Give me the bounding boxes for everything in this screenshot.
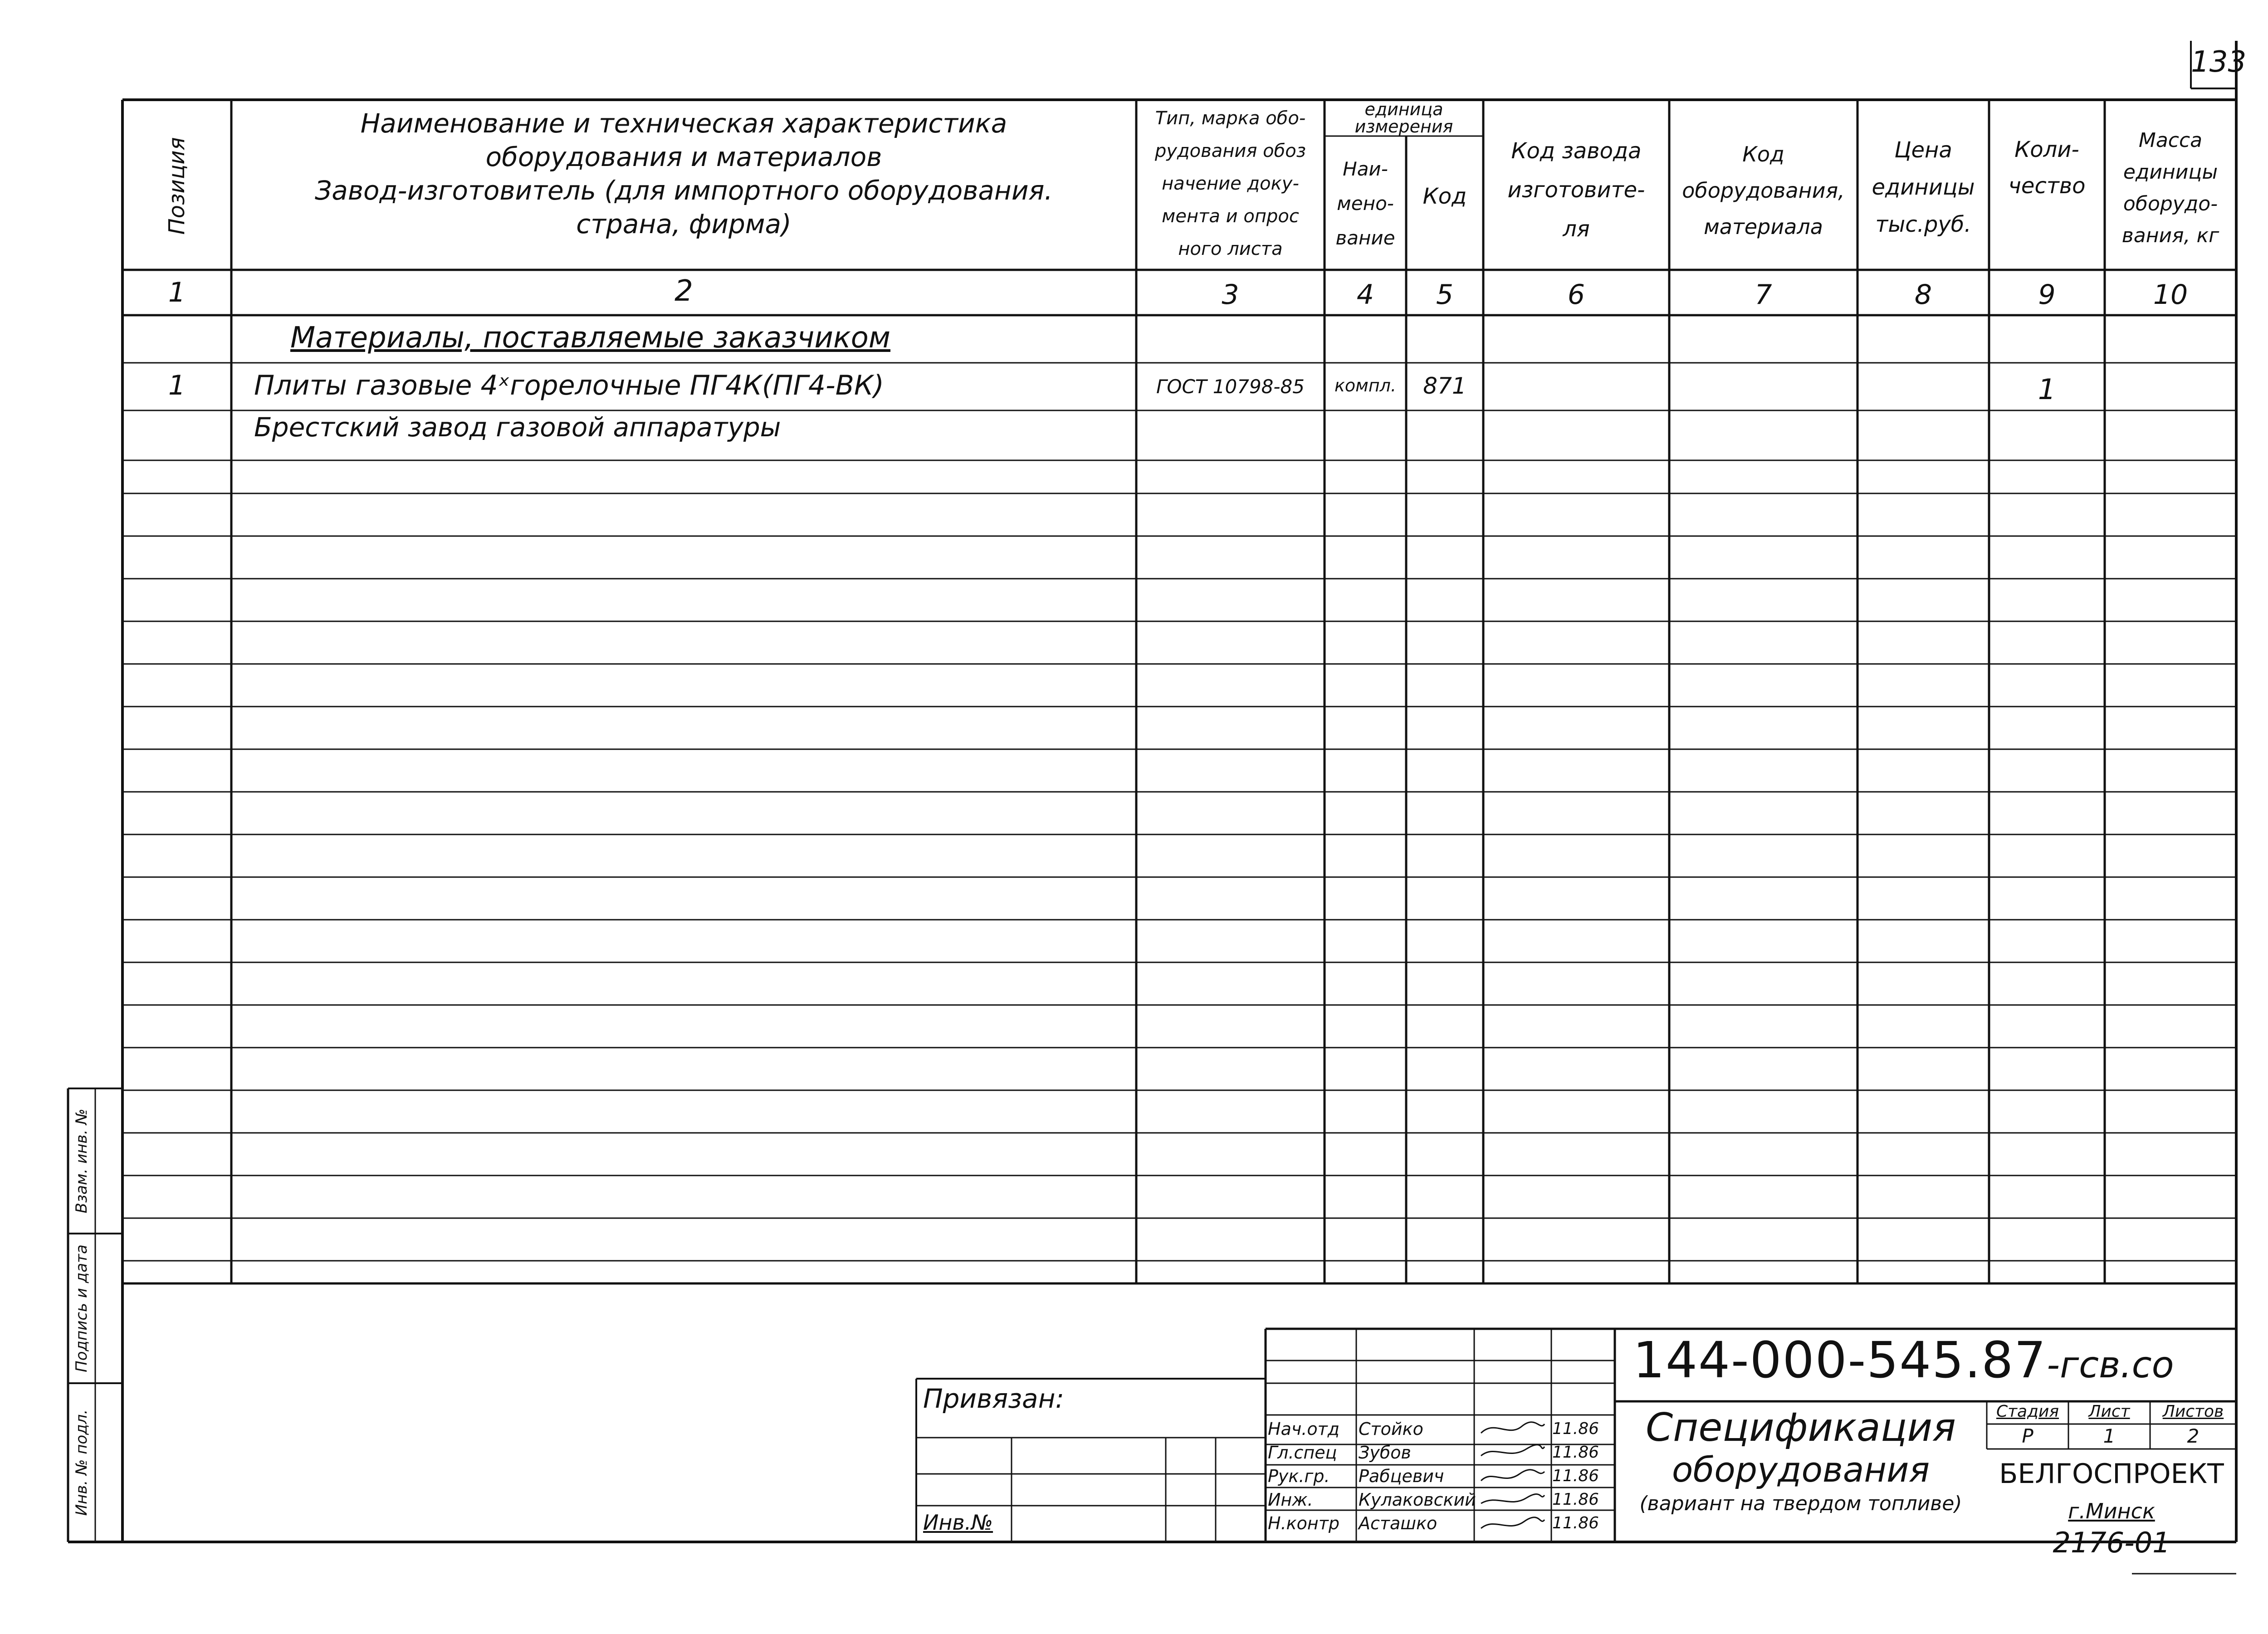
manufacturer: Брестский завод газовой аппаратуры — [254, 412, 781, 443]
column-number: 6 — [1567, 279, 1585, 311]
header-unit-code: Код — [1422, 184, 1467, 209]
header-mass: Масса единицы оборудо- вания, кг — [2121, 129, 2219, 247]
section-heading: Материалы, поставляемые заказчиком — [290, 321, 891, 355]
column-number: 2 — [675, 274, 693, 308]
header-equipment-code: Код оборудования, материала — [1682, 142, 1845, 239]
sheets-label: Листов — [2162, 1402, 2224, 1421]
sheet-value: 1 — [2103, 1425, 2116, 1447]
column-number: 8 — [1914, 279, 1932, 311]
column-number: 4 — [1356, 279, 1374, 311]
document-title: Спецификация оборудования (вариант на твердом топливе) — [1639, 1405, 1962, 1515]
signature-dates: 11.86 11.86 11.86 11.86 11.86 — [1552, 1419, 1599, 1532]
column-number: 10 — [2153, 279, 2188, 311]
item-unit-code: 871 — [1423, 373, 1466, 399]
signature-roles: Нач.отд Гл.спец Рук.гр. Инж. Н.контр — [1268, 1419, 1340, 1533]
inventory-number-label: Инв.№ — [923, 1510, 993, 1535]
header-unit-name: Наи- мено- вание — [1335, 158, 1395, 249]
header-type-mark: Тип, марка обо- рудования обоз начение доку- мента и опрос ного листа — [1154, 108, 1306, 259]
column-number: 5 — [1436, 279, 1454, 311]
page-number: 133 — [2191, 45, 2247, 79]
column-number: 3 — [1222, 279, 1239, 311]
handwritten-signatures — [1476, 1417, 1549, 1540]
header-factory-code: Код завода изготовите- ля — [1507, 138, 1645, 242]
column-number: 7 — [1755, 279, 1772, 311]
sheet-label: Лист — [2088, 1402, 2130, 1421]
sheets-value: 2 — [2187, 1425, 2200, 1447]
binding-label: Привязан: — [923, 1383, 1065, 1414]
header-name-characteristics: Наименование и техническая характеристика оборудования и материалов Завод-изготовитель (для импортного оборудования. страна, фирма) — [315, 108, 1053, 239]
stamp-signature-date: Подпись и дата — [73, 1244, 91, 1372]
item-name: Плиты газовые 4ˣгорелочные ПГ4К(ПГ4-ВК) — [254, 370, 884, 401]
document-code: 144-000-545.87-гсв.со — [1633, 1331, 2174, 1389]
header-quantity: Коли- чество — [2008, 137, 2086, 199]
organization-name: БЕЛГОСПРОЕКТ — [1999, 1458, 2224, 1490]
column-number: 1 — [168, 277, 186, 308]
organization-city: г.Минск — [2068, 1499, 2155, 1523]
header-position: Позиция — [164, 137, 190, 235]
footer-number: 2176-01 — [2053, 1526, 2170, 1559]
stamp-replaced-inventory: Взам. инв. № — [73, 1108, 91, 1214]
item-document: ГОСТ 10798-85 — [1156, 376, 1305, 398]
item-unit: компл. — [1334, 376, 1397, 395]
stage-value: Р — [2022, 1425, 2033, 1447]
stamp-inventory: Инв. № подл. — [73, 1409, 91, 1516]
column-number: 9 — [2038, 279, 2056, 311]
signature-names: Стойко Зубов Рабцевич Кулаковский Асташко — [1359, 1419, 1476, 1533]
stage-label: Стадия — [1996, 1402, 2059, 1421]
header-unit-group: единица измерения — [1354, 99, 1453, 137]
header-price: Цена единицы тыс.руб. — [1872, 137, 1975, 237]
item-position: 1 — [168, 370, 186, 401]
item-quantity: 1 — [2038, 373, 2056, 406]
